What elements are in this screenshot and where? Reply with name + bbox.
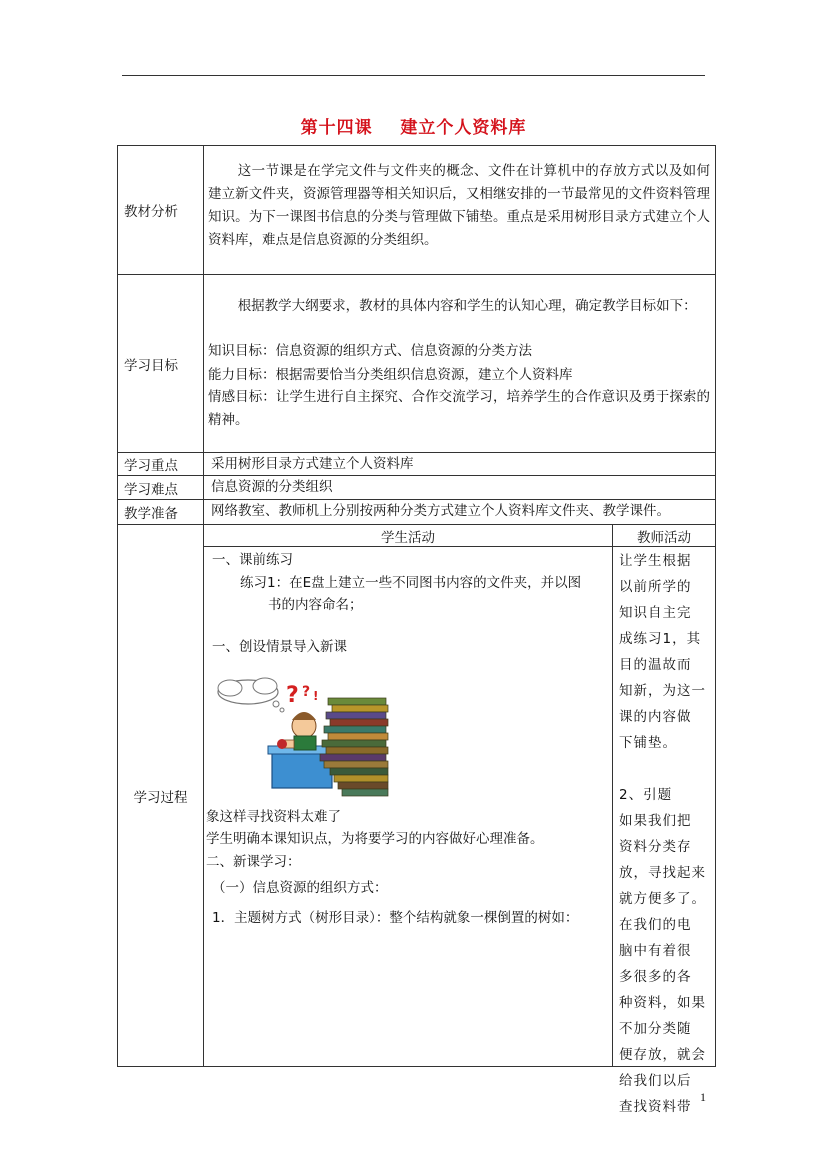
teacher-line: 给我们以后 bbox=[619, 1073, 692, 1089]
teacher-line: 放，寻找起来 bbox=[619, 865, 706, 881]
difficulty-text: 信息资源的分类组织 bbox=[211, 479, 333, 495]
goals-ability: 能力目标：根据需要恰当分类组织信息资源，建立个人资料库 bbox=[208, 367, 573, 383]
teacher-line: 脑中有着很 bbox=[619, 943, 692, 959]
page-number: 1 bbox=[700, 1090, 706, 1104]
student-activity-header: 学生活动 bbox=[381, 529, 435, 546]
goals-intro: 根据教学大纲要求，教材的具体内容和学生的认知心理，确定教学目标如下： bbox=[237, 298, 697, 314]
analysis-label: 教材分析 bbox=[124, 204, 178, 220]
student-line: 练习1：在E盘上建立一些不同图书内容的文件夹，并以图 bbox=[240, 575, 582, 591]
goals-knowledge: 知识目标：信息资源的组织方式、信息资源的分类方法 bbox=[208, 343, 532, 359]
student-line: 象这样寻找资料太难了 bbox=[206, 809, 341, 825]
teacher-line: 以前所学的 bbox=[619, 579, 692, 595]
header-rule bbox=[122, 75, 705, 76]
student-line: （一）信息资源的组织方式： bbox=[212, 880, 388, 896]
student-line: 书的内容命名； bbox=[268, 597, 363, 613]
teacher-line: 知识自主完 bbox=[619, 605, 692, 621]
teacher-line: 就方便多了。 bbox=[619, 891, 706, 907]
page-title: 第十四课 建立个人资料库 bbox=[300, 118, 527, 138]
teacher-line: 种资料，如果 bbox=[619, 995, 706, 1011]
goals-emotion: 情感目标：让学生进行自主探究、合作交流学习，培养学生的合作意识及勇于探索的精神。 bbox=[208, 389, 710, 428]
svg-text:!: ! bbox=[313, 689, 319, 703]
teacher-line: 如果我们把 bbox=[619, 813, 692, 829]
teacher-line: 查找资料带 bbox=[619, 1099, 692, 1115]
key-label: 学习重点 bbox=[124, 458, 178, 474]
teacher-line: 目的温故而 bbox=[619, 657, 692, 673]
analysis-text: 这一节课是在学完文件与文件夹的概念、文件在计算机中的存放方式以及如何建立新文件夹，资源管理器等相关知识后，又相继安排的一节最常见的文件资料管理知识。为下一课图书信息的分类与管理做下铺垫。重点是采用树形目录方式建立个人资料库，难点是信息资源的分类组织。 bbox=[208, 163, 710, 248]
thought-cloud-icon bbox=[218, 678, 284, 712]
teacher-line bbox=[619, 756, 713, 782]
teacher-line: 下铺垫。 bbox=[619, 735, 677, 751]
key-text: 采用树形目录方式建立个人资料库 bbox=[211, 456, 414, 472]
student-line: 一、课前练习 bbox=[212, 552, 293, 568]
student-line: 二、新课学习： bbox=[206, 854, 301, 870]
teacher-activity-text bbox=[619, 548, 713, 1120]
teacher-line: 多很多的各 bbox=[619, 969, 692, 985]
student-line: 1．主题树方式（树形目录）：整个结构就象一棵倒置的树如： bbox=[212, 910, 579, 926]
teacher-line: 2、引题 bbox=[619, 787, 673, 803]
student-line: 一、创设情景导入新课 bbox=[212, 639, 347, 655]
svg-text:?: ? bbox=[286, 683, 299, 708]
teacher-line: 在我们的电 bbox=[619, 917, 692, 933]
teacher-line: 不加分类随 bbox=[619, 1021, 692, 1037]
student-line: 学生明确本课知识点，为将要学习的内容做好心理准备。 bbox=[206, 831, 544, 847]
teacher-line: 知新，为这一 bbox=[619, 683, 706, 699]
teacher-activity-header: 教师活动 bbox=[637, 529, 691, 546]
process-label: 学习过程 bbox=[133, 789, 188, 806]
teacher-line: 让学生根据 bbox=[619, 553, 692, 569]
teacher-line: 成练习1，其 bbox=[619, 631, 702, 647]
teacher-line: 便存放，就会 bbox=[619, 1047, 706, 1063]
difficulty-label: 学习难点 bbox=[124, 481, 178, 498]
teacher-line: 课的内容做 bbox=[619, 709, 692, 725]
svg-text:?: ? bbox=[302, 684, 311, 700]
prep-label: 教学准备 bbox=[124, 506, 178, 522]
goals-label: 学习目标 bbox=[124, 357, 178, 374]
student-stressed-clipart bbox=[210, 674, 392, 802]
teacher-line: 资料分类存 bbox=[619, 839, 692, 855]
prep-text: 网络教室、教师机上分别按两种分类方式建立个人资料库文件夹、教学课件。 bbox=[211, 503, 670, 519]
